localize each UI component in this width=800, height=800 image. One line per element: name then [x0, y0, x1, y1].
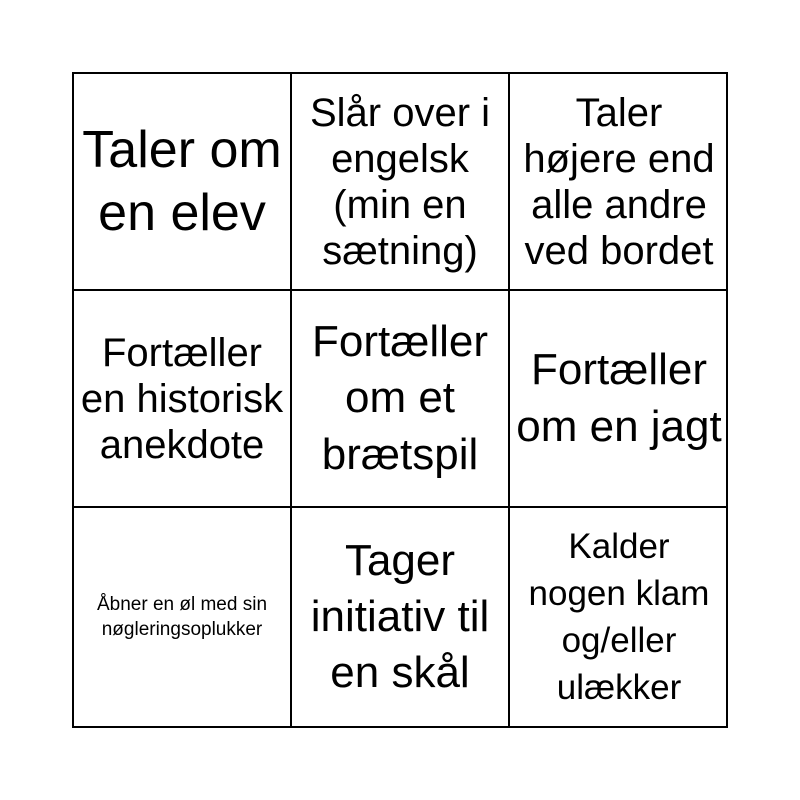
bingo-cell-5[interactable] [292, 291, 510, 508]
bingo-cell-text: Åbner en øl med sin nøgleringsoplukker [96, 593, 268, 640]
bingo-cell-8[interactable] [292, 508, 510, 726]
bingo-cell-2[interactable] [292, 74, 510, 291]
bingo-cell-text: Slår over i engelsk (min en sætning) [309, 90, 491, 273]
bingo-cell-3[interactable] [510, 74, 728, 291]
bingo-board [72, 72, 728, 728]
bingo-cell-text: Tager initiativ til en skål [310, 535, 490, 698]
bingo-cell-4[interactable] [74, 291, 292, 508]
bingo-cell-text: Taler højere end alle andre ved bordet [523, 90, 715, 273]
bingo-cell-7[interactable] [74, 508, 292, 726]
bingo-cell-text: Fortæller en historisk anekdote [80, 330, 284, 467]
bingo-cell-text: Fortæller om et brætspil [311, 317, 489, 479]
bingo-cell-text: Fortæller om en jagt [516, 345, 722, 451]
bingo-cell-text: Taler om en elev [82, 121, 282, 242]
bingo-cell-text: Kalder nogen klam og/eller ulækker [528, 526, 710, 708]
bingo-cell-1[interactable] [74, 74, 292, 291]
bingo-cell-6[interactable] [510, 291, 728, 508]
bingo-cell-9[interactable] [510, 508, 728, 726]
